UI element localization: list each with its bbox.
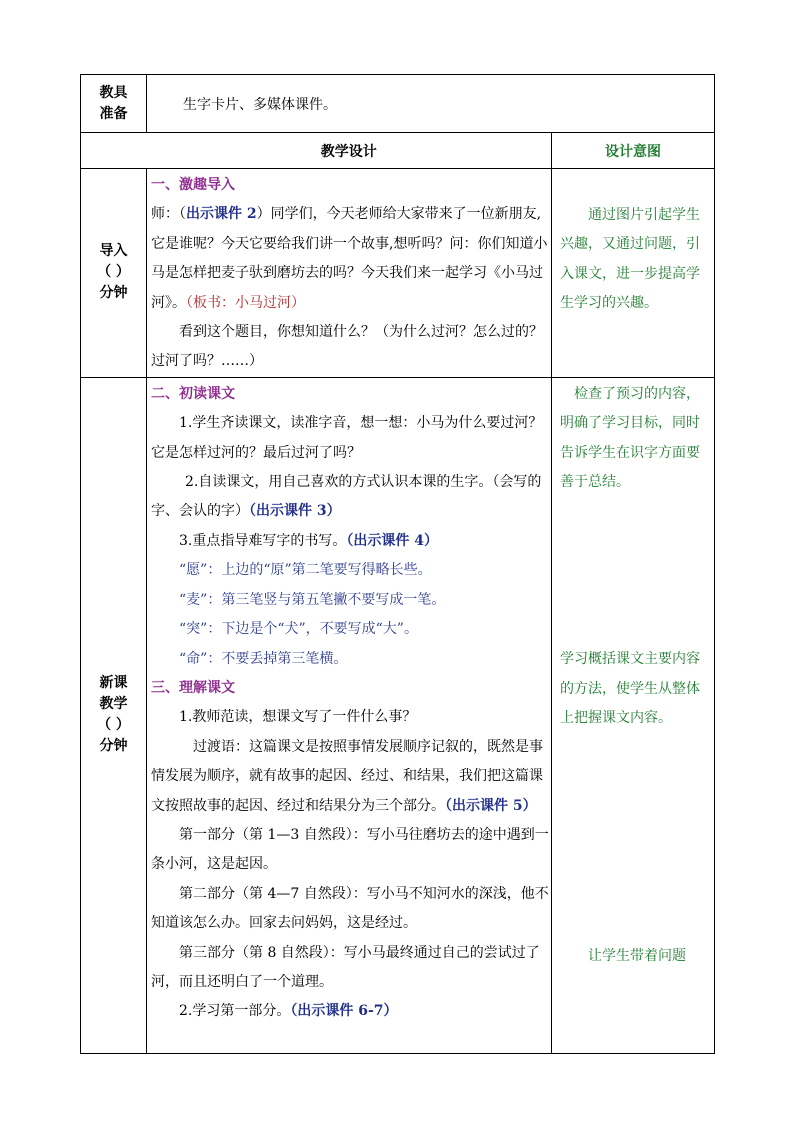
intro-heading: 一、激趣导入	[151, 177, 235, 193]
prep-label-text: 教具准备	[99, 84, 128, 122]
section-2-heading: 二、初读课文	[151, 385, 235, 402]
transition-paragraph	[151, 733, 549, 821]
step-1: 1.学生齐读课文，读准字音，想一想：小马为什么要过河？它是怎样过河的？最后过河了吗？	[151, 415, 543, 461]
intro-p1-a: 师：（	[151, 206, 186, 223]
lesson-plan-page	[80, 74, 714, 1043]
courseware-ref-6-7: （出示课件 6-7）	[290, 1003, 398, 1020]
intro-intent	[552, 169, 715, 378]
transition-text: 过渡语：这篇课文是按照事情发展顺序记叙的，既然是事情发展为顺序，就有故事的起因、经过、和结果，我们把这篇课文按照故事的起因、经过和结果分为三个部分。	[151, 738, 543, 814]
char-note: “突”：下边是个“犬”，不要写成“大”。	[179, 621, 418, 638]
intro-label	[81, 169, 147, 378]
blackboard-note: （板书：小马过河）	[186, 294, 305, 311]
teach-2	[151, 997, 549, 1026]
intro-content	[147, 169, 552, 378]
prep-row	[81, 75, 715, 133]
char-note: “麦”：第三笔竖与第五笔撇不要写成一笔。	[179, 591, 446, 608]
step-3	[151, 527, 549, 556]
teach-1: 1.教师范读，想课文写了一件什么事？	[179, 709, 417, 726]
intent-header: 设计意图	[552, 133, 715, 169]
header-blank	[81, 133, 147, 169]
part-2: 第二部分（第 4—7 自然段）：写小马不知河水的深浅，他不知道该怎么办。回家去问妈妈，这是经过。	[151, 885, 549, 932]
step-2-text: 2.自读课文，用自己喜欢的方式认识本课的生字。（会写的字、会认的字）	[151, 474, 542, 520]
step-3-text: 3.重点指导难写字的书写。	[179, 532, 347, 549]
intent-2: 学习概括课文主要内容的方法，使学生从整体上把握课文内容。	[560, 651, 700, 727]
intent-1: 检查了预习的内容，明确了学习目标，同时告诉学生在识字方面要善于总结。	[560, 385, 700, 491]
prep-label	[81, 75, 147, 133]
intent-3: 让学生带着问题	[588, 947, 686, 964]
intro-row	[81, 169, 715, 378]
intro-intent-text: 通过图片引起学生兴趣，又通过问题，引入课文，进一步提高学生学习的兴趣。	[560, 207, 700, 312]
courseware-ref-2: 出示课件 2	[186, 206, 257, 223]
prep-content: 生字卡片、多媒体课件。	[147, 75, 715, 133]
header-row	[81, 133, 715, 169]
new-lesson-intent	[552, 377, 715, 1053]
char-note: “命”：不要丢掉第三笔横。	[179, 650, 348, 667]
intro-paragraph-1	[151, 200, 549, 318]
section-3-heading: 三、理解课文	[151, 679, 235, 696]
new-lesson-content	[147, 377, 552, 1053]
step-2	[151, 468, 549, 527]
design-header: 教学设计	[147, 133, 552, 169]
courseware-ref-5: （出示课件 5）	[445, 797, 537, 814]
courseware-ref-3: （出示课件 3）	[249, 503, 341, 520]
intro-p1-c: ）同学们，今天老师给大家带来了一位新朋友,它是谁呢？今天它要给我们讲一个故事,想听吗？问：你们知道小马是怎样把麦子驮到磨坊去的吗？今天我们来一起学习《小马过河》。	[151, 206, 548, 311]
new-lesson-label-text: 新课教学（ ）分钟	[97, 675, 130, 755]
part-3: 第三部分（第 8 自然段）：写小马最终通过自己的尝试过了河，而且还明白了一个道理。	[151, 944, 540, 990]
teach-2-text: 2.学习第一部分。	[179, 1003, 291, 1020]
intro-paragraph-2: 看到这个题目，你想知道什么？（为什么过河？怎么过的？过河了吗？……）	[151, 324, 543, 370]
new-lesson-row	[81, 377, 715, 1053]
courseware-ref-4: （出示课件 4）	[346, 532, 438, 549]
new-lesson-label	[81, 377, 147, 1053]
part-1: 第一部分（第 1—3 自然段）：写小马往磨坊去的途中遇到一条小河，这是起因。	[151, 826, 549, 873]
intro-label-text: 导入（ ）分钟	[97, 243, 130, 302]
char-note: “愿”：上边的“原”第二笔要写得略长些。	[179, 562, 432, 579]
lesson-plan-table	[80, 74, 715, 1054]
